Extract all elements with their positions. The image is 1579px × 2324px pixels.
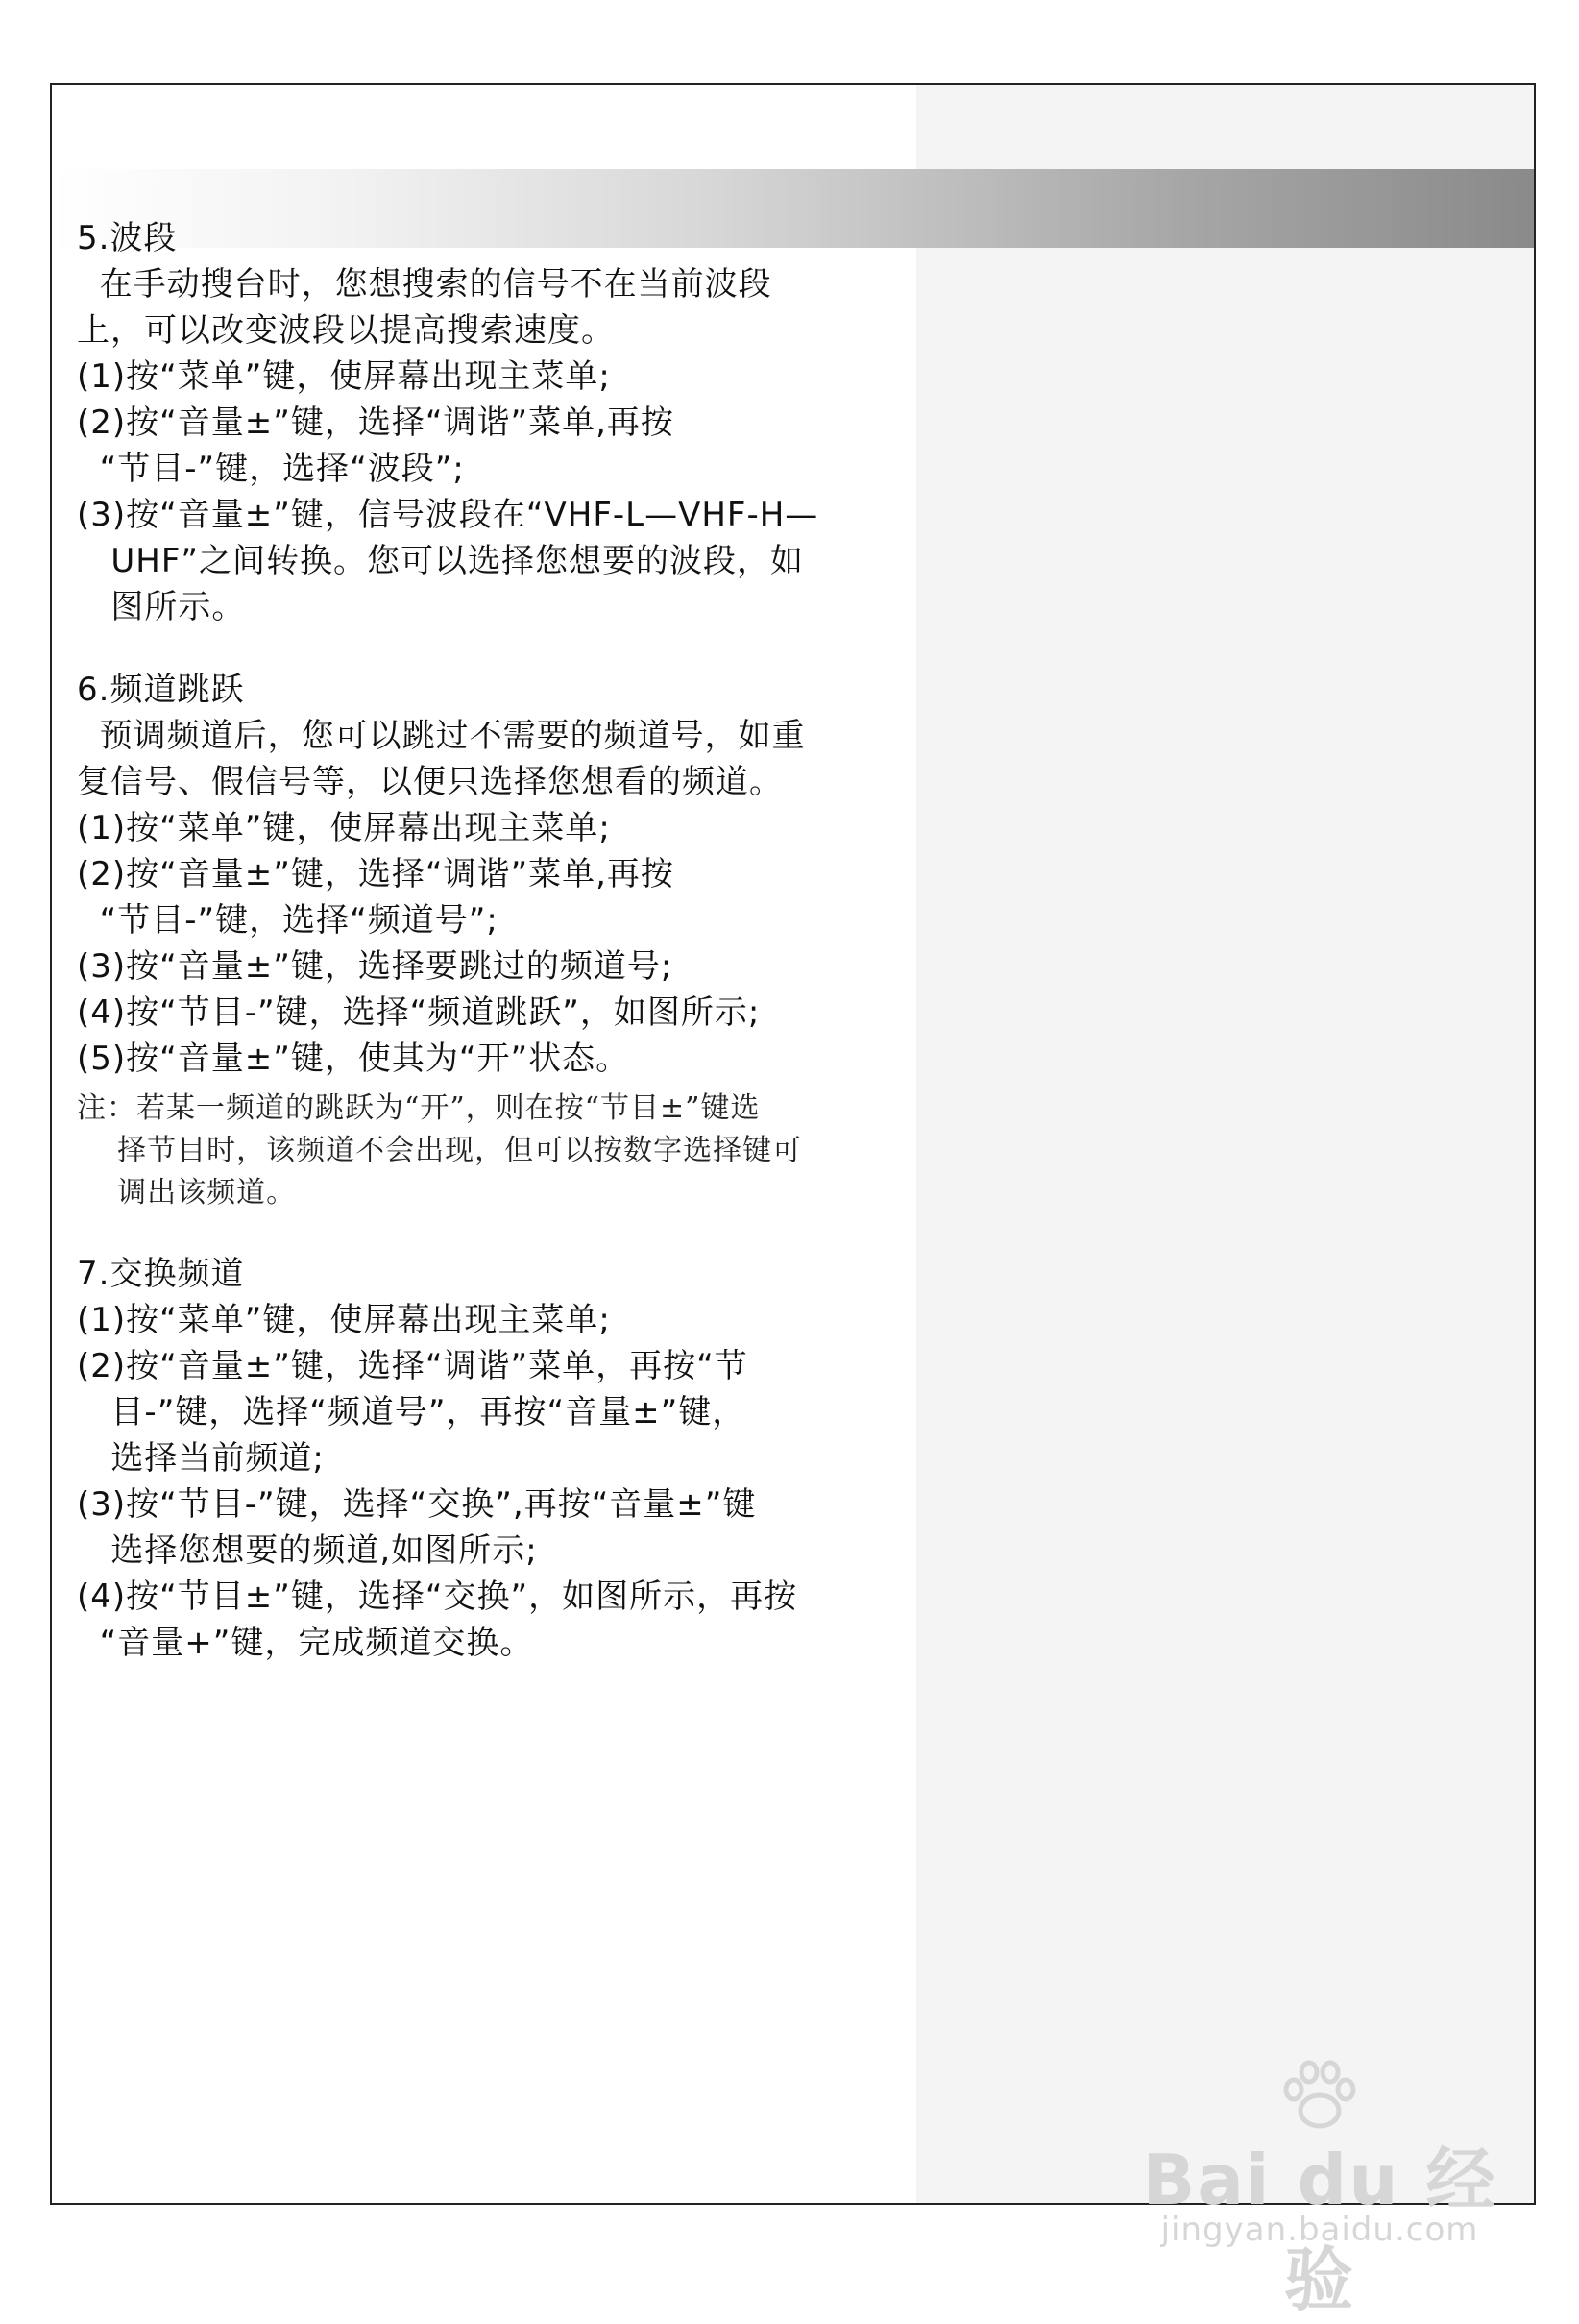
step-line: (1)按“菜单”键，使屏幕出现主菜单; (77, 1301, 611, 1339)
right-panel (916, 85, 1534, 2203)
step-line: 图所示。 (77, 588, 246, 626)
step-line: “节目-”键，选择“波段”; (77, 450, 465, 488)
step-line: “节目-”键，选择“频道号”; (77, 901, 498, 940)
manual-content (77, 215, 922, 1666)
section-heading: 5.波段 (77, 219, 178, 257)
step-item (77, 943, 922, 990)
section-band (77, 215, 922, 630)
step-line: (2)按“音量±”键，选择“调谐”菜单,再按 (77, 855, 674, 893)
step-item (77, 354, 922, 400)
step-line: 选择当前频道; (77, 1439, 325, 1478)
step-line: (1)按“菜单”键，使屏幕出现主菜单; (77, 357, 611, 396)
intro-line: 上，可以改变波段以提高搜索速度。 (77, 311, 615, 350)
step-line: (2)按“音量±”键，选择“调谐”菜单,再按 (77, 404, 674, 442)
step-item (77, 1574, 922, 1666)
intro-line: 复信号、假信号等，以便只选择您想看的频道。 (77, 763, 783, 801)
step-item (77, 1481, 922, 1574)
step-item (77, 400, 922, 492)
step-line: 选择您想要的频道,如图所示; (77, 1531, 538, 1570)
intro-line: 在手动搜台时，您想搜索的信号不在当前波段 (77, 265, 772, 304)
section-heading: 7.交换频道 (77, 1255, 245, 1293)
step-line: (3)按“节目-”键，选择“交换”,再按“音量±”键 (77, 1485, 757, 1524)
note-line: 择节目时，该频道不会出现，但可以按数字选择键可 (77, 1134, 803, 1167)
step-item (77, 1297, 922, 1343)
step-item (77, 805, 922, 851)
note-block (77, 1088, 922, 1214)
baidu-jingyan-watermark (1128, 2057, 1512, 2320)
step-item (77, 1036, 922, 1082)
step-line: (5)按“音量±”键，使其为“开”状态。 (77, 1040, 630, 1078)
step-line: (4)按“节目-”键，选择“频道跳跃”，如图所示; (77, 993, 761, 1032)
note-line: 注：若某一频道的跳跃为“开”，则在按“节目±”键选 (77, 1091, 761, 1125)
section-swap-channel (77, 1251, 922, 1666)
step-item (77, 492, 922, 630)
step-line: (2)按“音量±”键，选择“调谐”菜单，再按“节 (77, 1347, 748, 1385)
step-item (77, 1343, 922, 1481)
step-line: UHF”之间转换。您可以选择您想要的波段，如 (77, 542, 805, 580)
section-heading: 6.频道跳跃 (77, 671, 245, 709)
step-item (77, 990, 922, 1036)
step-line: (3)按“音量±”键，选择要跳过的频道号; (77, 947, 673, 986)
note-line: 调出该频道。 (77, 1176, 297, 1210)
watermark-url: jingyan.baidu.com (1160, 2211, 1479, 2249)
step-item (77, 851, 922, 943)
paw-icon (1276, 2057, 1363, 2134)
step-line: (3)按“音量±”键，信号波段在“VHF-L—VHF-H— (77, 496, 819, 534)
step-line: (1)按“菜单”键，使屏幕出现主菜单; (77, 809, 611, 847)
section-channel-skip (77, 667, 922, 1214)
step-line: (4)按“节目±”键，选择“交换”，如图所示，再按 (77, 1578, 798, 1616)
step-line: 目-”键，选择“频道号”，再按“音量±”键， (77, 1393, 746, 1431)
step-line: “音量+”键，完成频道交换。 (77, 1624, 534, 1662)
watermark-logo: Bai du 经验 (1142, 2140, 1497, 2320)
intro-line: 预调频道后，您可以跳过不需要的频道号，如重 (77, 717, 806, 755)
